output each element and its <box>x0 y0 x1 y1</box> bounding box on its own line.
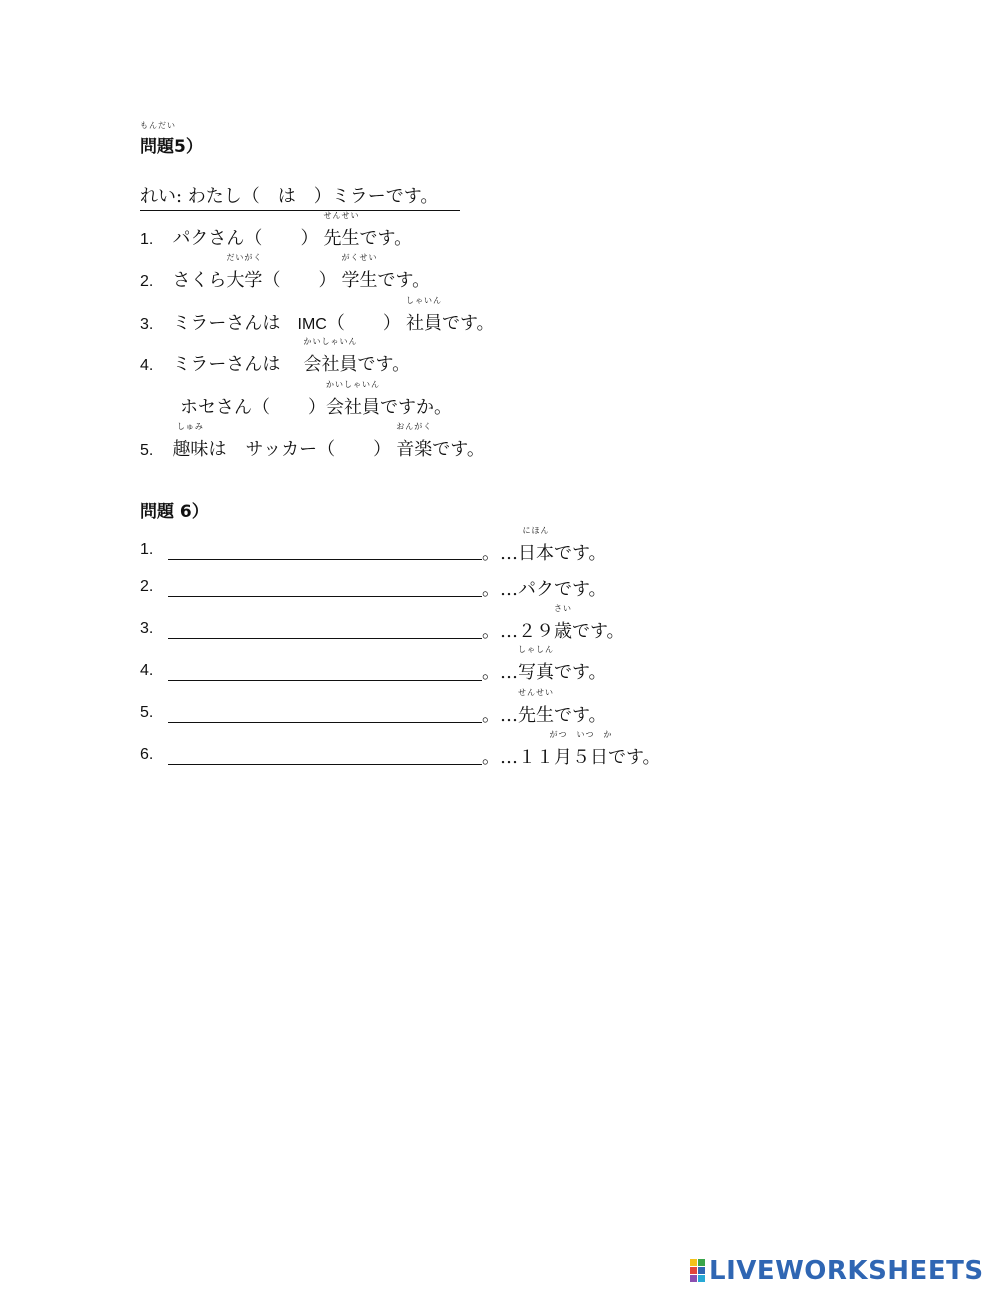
ruby-word: せんせい 先生 <box>323 211 360 249</box>
q6-answer-3: 。…２９ さい 歳です。 <box>482 604 625 642</box>
ruby-word: かいしゃいん 会社員 <box>303 337 358 375</box>
answer-line[interactable] <box>168 764 482 765</box>
section-5-title: 問題5） <box>140 137 203 157</box>
item-number: 1. <box>140 231 154 248</box>
item-number: 3. <box>140 620 154 637</box>
ruby-word: がつ いつ か 月５日 <box>549 730 613 768</box>
item-number: 4. <box>140 662 154 679</box>
ruby-word: だいがく 大学 <box>226 253 263 291</box>
item-number: 3. <box>140 316 154 333</box>
logo-text: LIVEWORKSHEETS <box>709 1256 984 1286</box>
ruby-word: がくせい 学生 <box>341 253 378 291</box>
ruby-word: しゅみ 趣味 <box>172 422 209 460</box>
ruby-word: にほん 日本 <box>518 526 554 564</box>
item-number: 5. <box>140 442 154 459</box>
item-number: 2. <box>140 578 154 595</box>
answer-line[interactable] <box>168 559 482 560</box>
title-ruby: もんだい <box>140 121 176 130</box>
q6-item-3 <box>140 618 153 638</box>
q6-item-5 <box>140 702 153 722</box>
q5-item-5: 5. しゅみ 趣味は サッカー（ ） おんがく 音楽です。 <box>140 422 485 460</box>
ruby-word: しゃしん 写真 <box>518 645 554 683</box>
q5-item-2: 2. さくら だいがく 大学（ ） がくせい 学生です。 <box>140 253 431 291</box>
item-number: 1. <box>140 541 154 558</box>
q5-item-4b: ホセさん（ ） かいしゃいん 会社員ですか。 <box>180 380 452 418</box>
item-number: 2. <box>140 273 154 290</box>
q6-item-2 <box>140 576 153 596</box>
ruby-word: おんがく 音楽 <box>396 422 433 460</box>
item-number: 4. <box>140 357 154 374</box>
q5-item-4: 4. ミラーさんは かいしゃいん 会社員です。 <box>140 337 411 375</box>
answer-line[interactable] <box>168 722 482 723</box>
answer-line[interactable] <box>168 680 482 681</box>
q6-answer-5: 。… せんせい 先生です。 <box>482 688 607 726</box>
q6-item-6 <box>140 744 153 764</box>
q6-item-4 <box>140 660 153 680</box>
q6-answer-4: 。… しゃしん 写真です。 <box>482 645 607 683</box>
answer-line[interactable] <box>168 638 482 639</box>
answer-line[interactable] <box>168 596 482 597</box>
liveworksheets-logo-icon <box>690 1259 706 1283</box>
example-sentence: れい: わたし（ は ）ミラーです。 <box>140 182 460 211</box>
item-number: 5. <box>140 704 154 721</box>
item-text-pre: パクさん（ <box>172 228 263 249</box>
liveworksheets-logo[interactable] <box>690 1256 984 1286</box>
q6-answer-2: 。…パクです。 <box>482 579 607 600</box>
item-number: 6. <box>140 746 154 763</box>
ruby-word: しゃいん 社員 <box>405 296 442 334</box>
q5-item-1: 1. パクさん（ ） せんせい 先生です。 <box>140 211 413 249</box>
q6-answer-6: 。…１１ がつ いつ か 月５日です。 <box>482 730 661 768</box>
ruby-word: さい 歳 <box>554 604 572 642</box>
ruby-word: せんせい 先生 <box>518 688 554 726</box>
q6-item-1 <box>140 539 153 559</box>
q5-item-3: 3. ミラーさんは IMC（ ） しゃいん 社員です。 <box>140 296 495 334</box>
ruby-word: かいしゃいん 会社員 <box>326 380 380 418</box>
item-text-post: ） <box>300 228 319 249</box>
section-6-title: 問題 6） <box>140 502 209 522</box>
q6-answer-1: 。… にほん 日本です。 <box>482 526 607 564</box>
